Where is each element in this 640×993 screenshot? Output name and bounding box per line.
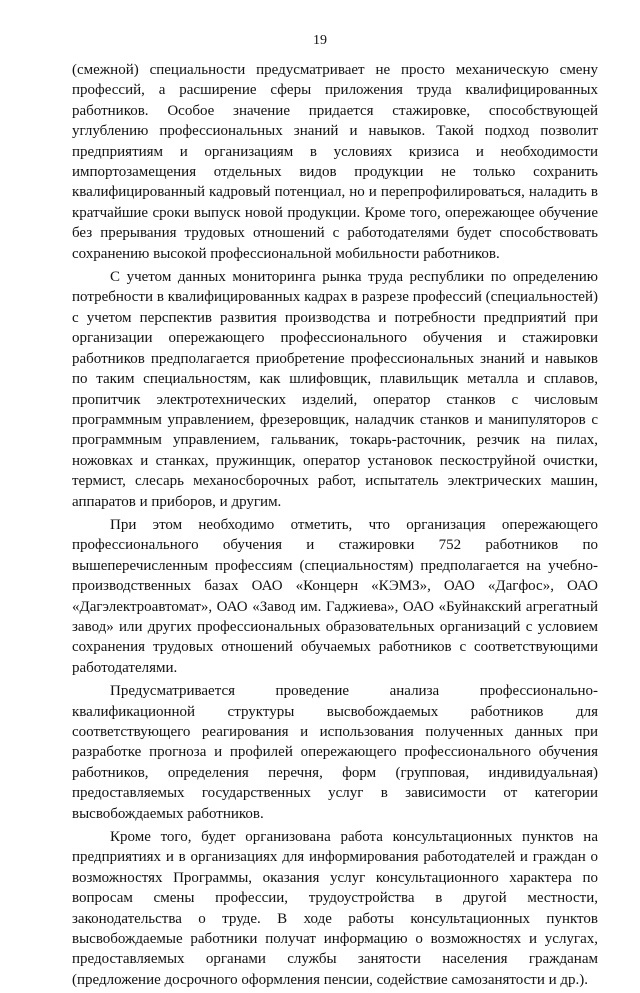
page-number: 19 [313,33,327,48]
document-body [72,60,598,993]
paragraph-consultation-points: Кроме того, будет организована работа консультационных пунктов на предприятиях и в организациях для информирования работодателей и граждан о возможностях Программы, оказания услуг консультационного характера по вопросам смены профессии, трудоустройства в другой местности, законодательства о труде. В ходе работы консультационных пунктов высвобождаемые работники получат информацию о возможностях и услугах, предоставляемых органами службы занятости населения гражданам (предложение досрочного оформления пенсии, содействие самозанятости и др.). [72,829,598,988]
paragraph-structure-analysis: Предусматривается проведение анализа профессионально-квалификационной структуры высвобождаемых работников для соответствующего реагирования и использования полученных данных при разработке прогноза и профилей опережающего профессионального обучения работников, определения перечня, форм (групповая, индивидуальная) предоставляемых государственных услуг в зависимости от категории высвобождаемых работников. [72,683,598,822]
paragraph-continuation: (смежной) специальности предусматривает не просто механическую смену профессий, а расширение сферы приложения труда квалифицированных работников. Особое значение придается стажировке, способствующей углублению профессиональных знаний и навыков. Такой подход позволит предприятиям и организациям в условиях кризиса и необходимости импортозамещения отдельных видов продукции не только сохранить квалифицированный кадровый потенциал, но и перепрофилироваться, наладить в кратчайшие сроки выпуск новой продукции. Кроме того, опережающее обучение без прерывания трудовых отношений с работодателями будет способствовать сохранению высокой профессиональной мобильности работников. [72,62,598,262]
paragraph-labor-market: С учетом данных мониторинга рынка труда республики по определению потребности в квалифицированных кадрах в разрезе профессий (специальностей) с учетом перспектив развития производства и потребности предприятий при организации опережающего профессионального обучения и стажировки работников предполагается приобретение профессиональных знаний и навыков по таким специальностям, как шлифовщик, плавильщик металла и сплавов, пропитчик электротехнических изделий, оператор станков с числовым программным управлением, фрезеровщик, наладчик станков и манипуляторов с программным управлением, гальваник, токарь-расточник, резчик на пилах, ножовках и станках, пружинщик, оператор установок пескоструйной очистки, термист, слесарь механосборочных работ, испытатель электрических машин, аппаратов и приборов, и другим. [72,269,598,510]
paragraph-training-bases: При этом необходимо отметить, что организация опережающего профессионального обучения и стажировки 752 работников по вышеперечисленным профессиям (специальностям) предполагается на учебно-производственных базах ОАО «Концерн «КЭМЗ», ОАО «Дагфос», ОАО «Дагэлектроавтомат», ОАО «Завод им. Гаджиева», ОАО «Буйнакский агрегатный завод» или других профессиональных образовательных организаций с условием сохранения трудовых отношений обучаемых работников с соответствующими работодателями. [72,516,598,676]
